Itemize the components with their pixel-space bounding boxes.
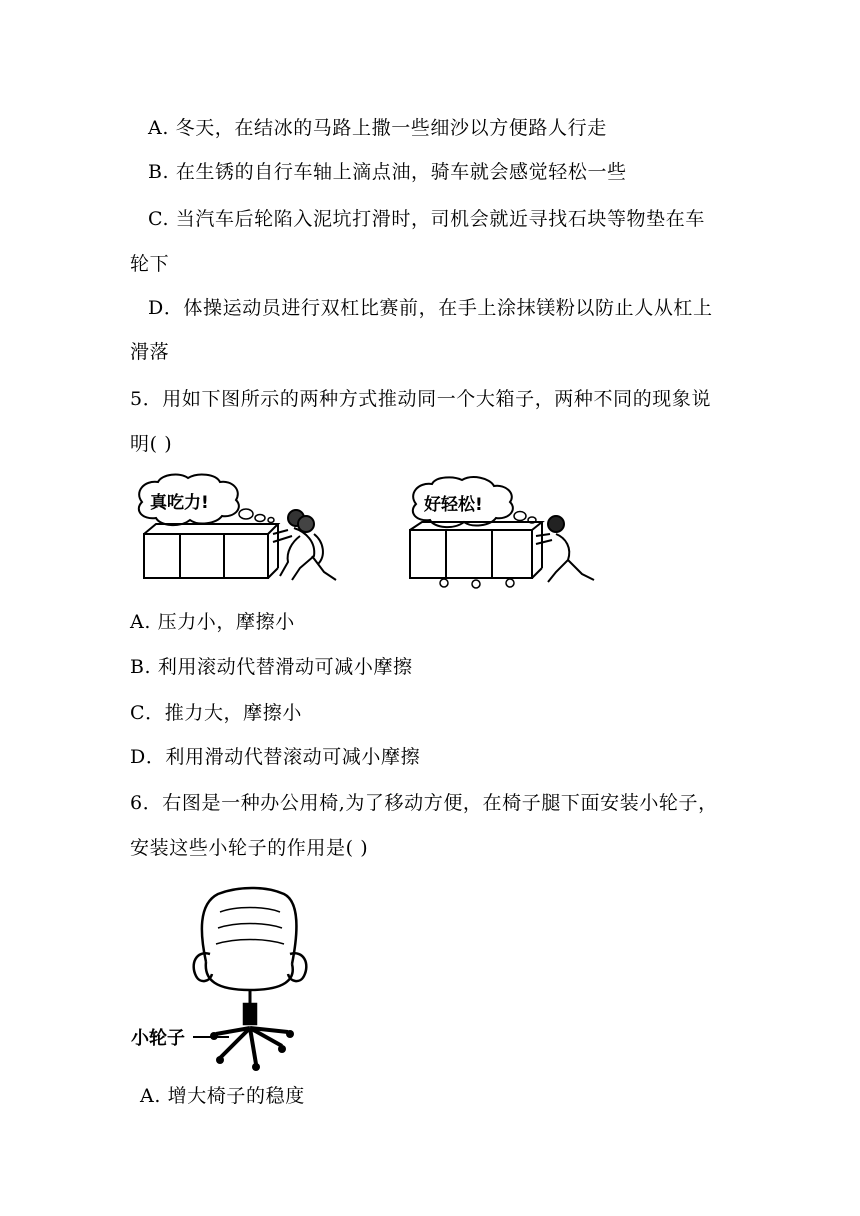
q6-option-a: A. 增大椅子的稳度 — [140, 1085, 305, 1107]
q5-stem-line1: 5．用如下图所示的两种方式推动同一个大箱子，两种不同的现象说 — [130, 388, 712, 410]
box-wheels — [440, 579, 514, 588]
q6-stem-line1: 6．右图是一种办公用椅,为了移动方便，在椅子腿下面安装小轮子， — [130, 792, 718, 814]
q4-option-b: B. 在生锈的自行车轴上滴点油，骑车就会感觉轻松一些 — [148, 161, 627, 183]
q4-option-c-line1: C. 当汽车后轮陷入泥坑打滑时，司机会就近寻找石块等物垫在车 — [148, 208, 705, 230]
wheel-label-leader-line — [193, 1034, 229, 1040]
bubble-right-text: 好轻松! — [424, 495, 483, 515]
q5-option-b: B. 利用滚动代替滑动可减小摩擦 — [130, 656, 413, 678]
q6-stem-line2: 安装这些小轮子的作用是( ) — [130, 837, 369, 859]
office-chair-figure — [186, 884, 316, 1074]
box-push-easy-figure — [406, 476, 606, 592]
bubble-left-text: 真吃力! — [150, 493, 209, 513]
person-pushing — [536, 516, 594, 582]
big-box-right — [410, 522, 542, 578]
q5-option-a: A. 压力小，摩擦小 — [130, 611, 295, 633]
q4-option-a: A. 冬天，在结冰的马路上撒一些细沙以方便路人行走 — [148, 117, 607, 139]
q4-option-c-line2: 轮下 — [130, 253, 170, 275]
wheel-label: 小轮子 — [131, 1028, 185, 1049]
two-people-pushing — [273, 510, 336, 580]
q4-option-d-line2: 滑落 — [130, 341, 170, 363]
q5-option-c: C．推力大，摩擦小 — [130, 702, 302, 724]
q4-option-d-line1: D．体操运动员进行双杠比赛前，在手上涂抹镁粉以防止人从杠上 — [148, 297, 713, 319]
q5-option-d: D．利用滑动代替滚动可减小摩擦 — [130, 746, 421, 768]
big-box-left — [144, 524, 278, 578]
box-push-hard-figure — [128, 472, 348, 592]
q5-stem-line2: 明( ) — [130, 433, 173, 455]
